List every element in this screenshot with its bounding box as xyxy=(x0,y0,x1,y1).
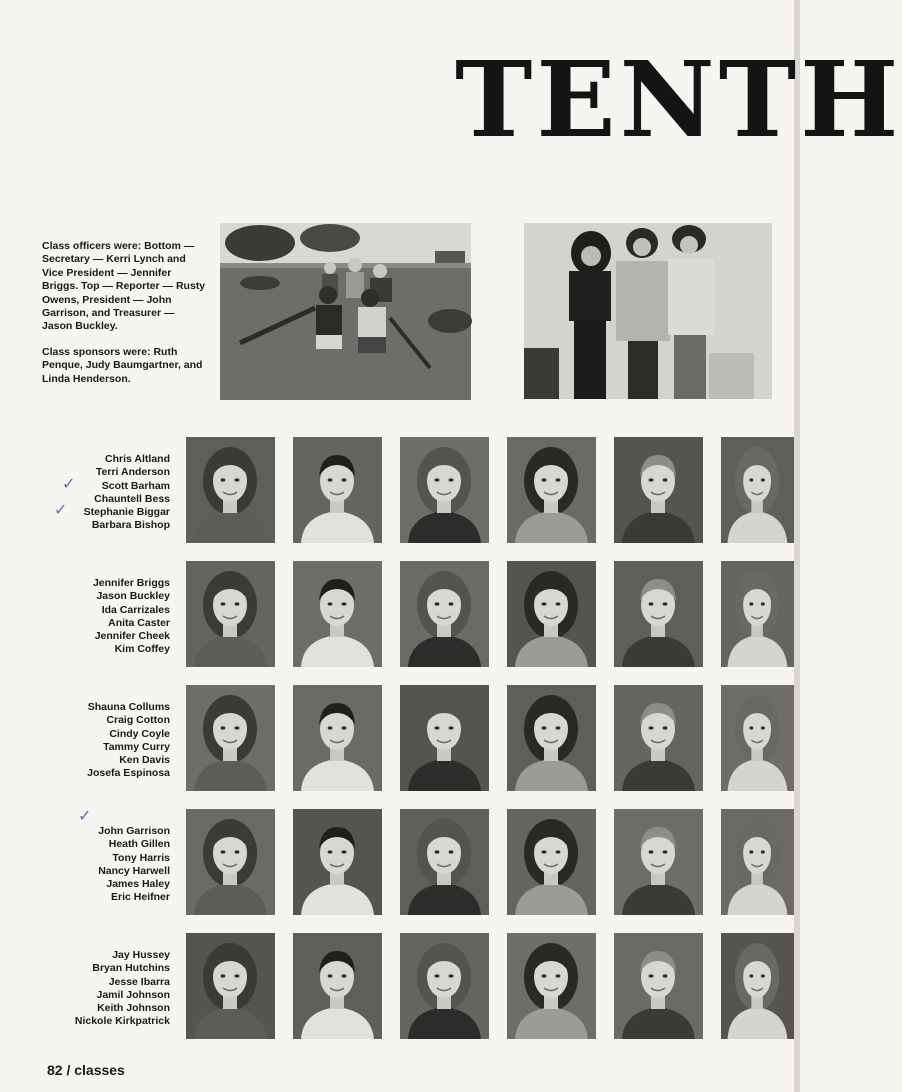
student-portrait xyxy=(507,437,596,543)
student-name: Anita Caster xyxy=(108,616,170,629)
student-portrait xyxy=(293,437,382,543)
student-name: Ken Davis xyxy=(119,754,170,767)
check-mark: ✓ xyxy=(78,806,92,825)
student-name: Ida Carrizales xyxy=(101,603,170,616)
student-portrait xyxy=(507,561,596,667)
student-name: Chauntell Bess xyxy=(94,492,170,505)
class-sponsors-photo xyxy=(524,223,772,399)
student-portrait xyxy=(400,809,489,915)
student-name: Terri Anderson xyxy=(95,466,170,479)
student-portrait xyxy=(400,933,489,1039)
student-portrait xyxy=(721,933,794,1039)
student-name: Shauna Collums xyxy=(87,701,170,713)
student-portrait xyxy=(400,561,489,667)
student-name: Eric Heifner xyxy=(111,891,170,904)
page-heading: TENTH xyxy=(455,38,902,161)
student-portrait xyxy=(721,561,794,667)
page-footer: 82 / classes xyxy=(47,1062,125,1078)
student-name: Heath Gillen xyxy=(108,838,170,851)
check-mark: ✓ xyxy=(62,474,76,493)
page-edge xyxy=(794,0,800,1092)
student-name: John Garrison xyxy=(98,825,170,837)
student-portrait xyxy=(721,437,794,543)
names-row-3 xyxy=(20,701,170,781)
student-name: Jennifer Cheek xyxy=(94,630,170,643)
student-name: Tammy Curry xyxy=(103,740,170,753)
sponsors-caption: Class sponsors were: Ruth Penque, Judy Baumgartner, and Linda Henderson. xyxy=(42,346,203,385)
student-name: Barbara Bishop xyxy=(91,519,170,532)
student-name: Kim Coffey xyxy=(114,643,170,656)
student-portrait xyxy=(186,933,275,1039)
student-portrait xyxy=(614,685,703,791)
student-name: Jay Hussey xyxy=(112,949,170,961)
student-portrait xyxy=(721,685,794,791)
student-portrait xyxy=(293,933,382,1039)
student-name: Stephanie Biggar xyxy=(83,506,170,519)
student-portrait xyxy=(614,933,703,1039)
names-row-5 xyxy=(20,949,170,1029)
student-portrait xyxy=(614,561,703,667)
student-name: James Haley xyxy=(106,878,170,891)
student-name: Nickole Kirkpatrick xyxy=(74,1015,170,1028)
student-portrait xyxy=(507,809,596,915)
student-name: Jennifer Briggs xyxy=(92,577,170,589)
officers-caption: Class officers were: Bottom — Secretary — Kerri Lynch and Vice President — Jennifer Briggs. Top — Reporter — Rusty Owens, President — John Garrison, and Treasurer — Jason Buckley. xyxy=(42,240,206,333)
student-name: Josefa Espinosa xyxy=(87,767,170,780)
student-portrait xyxy=(614,437,703,543)
student-portrait xyxy=(293,685,382,791)
student-name: Bryan Hutchins xyxy=(92,962,170,975)
student-portrait xyxy=(507,933,596,1039)
student-portrait xyxy=(186,437,275,543)
student-portrait xyxy=(293,561,382,667)
student-portrait xyxy=(186,685,275,791)
student-name: Cindy Coyle xyxy=(109,727,170,740)
student-name: Jason Buckley xyxy=(96,590,170,603)
student-name: Jamil Johnson xyxy=(96,988,170,1001)
class-officers-photo xyxy=(220,223,471,400)
names-row-2 xyxy=(20,577,170,657)
student-portrait xyxy=(400,437,489,543)
student-name: Keith Johnson xyxy=(97,1002,170,1015)
student-portrait xyxy=(614,809,703,915)
student-portrait xyxy=(400,685,489,791)
names-row-1 xyxy=(20,453,170,533)
student-name: Jesse Ibarra xyxy=(108,975,170,988)
student-portrait xyxy=(186,561,275,667)
names-row-4 xyxy=(20,825,170,905)
student-portrait xyxy=(186,809,275,915)
student-name: Scott Barham xyxy=(101,479,170,492)
student-portrait xyxy=(293,809,382,915)
student-name: Chris Altland xyxy=(105,453,170,465)
student-name: Nancy Harwell xyxy=(98,864,170,877)
student-portrait xyxy=(507,685,596,791)
student-name: Craig Cotton xyxy=(106,714,170,727)
check-mark: ✓ xyxy=(54,500,68,519)
student-portrait xyxy=(721,809,794,915)
student-name: Tony Harris xyxy=(112,851,170,864)
